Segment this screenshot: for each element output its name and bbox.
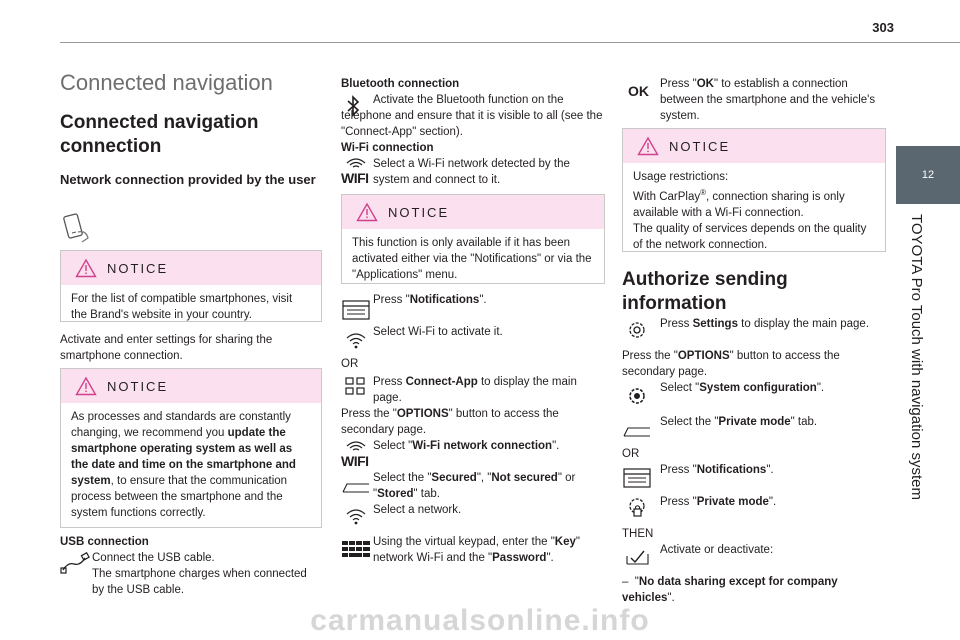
- chapter-tab[interactable]: 12: [896, 146, 960, 204]
- heading-connected-navigation-connection: Connected navigation connection: [60, 112, 259, 157]
- text-part: ".: [546, 552, 554, 564]
- step-text: Activate or deactivate:: [660, 544, 774, 556]
- heading-bluetooth-connection: Bluetooth connection: [341, 78, 460, 90]
- text-part: " or ": [373, 472, 576, 500]
- text-bold: OK: [696, 78, 714, 90]
- text-bold: No data sharing except for company vehicles: [622, 576, 838, 604]
- step-private-mode-tab: [622, 414, 886, 430]
- step-select-network: [341, 502, 605, 518]
- then-label: THEN: [622, 528, 654, 540]
- notice-text-part: As processes and standards are constantly changing, we recommend you: [71, 411, 291, 439]
- text-part: " tab.: [413, 488, 440, 500]
- step-system-configuration: [622, 380, 886, 396]
- step-press-private-mode: [622, 494, 886, 510]
- text-bold: System configuration: [699, 382, 817, 394]
- text-part: , connection sharing is only available with a Wi-Fi connection.: [633, 190, 845, 219]
- heading-network-connection: Network connection provided by the user: [60, 172, 316, 187]
- section-title: Connected navigation: [60, 70, 273, 95]
- text-bold: Notifications: [696, 464, 767, 476]
- step-connect-app: [341, 374, 605, 406]
- step-select-tab: [341, 470, 605, 502]
- text-part: Press ": [660, 464, 697, 476]
- notice-title: NOTICE: [669, 138, 731, 154]
- text-part: Press: [373, 376, 406, 388]
- text-part: ".: [667, 592, 675, 604]
- text-part: " button to access the secondary page.: [622, 350, 840, 378]
- text-part: ".: [766, 464, 774, 476]
- step-press-settings: [622, 316, 886, 332]
- notice-title: NOTICE: [107, 378, 169, 394]
- notice-title: NOTICE: [107, 260, 169, 276]
- text-part: Select ": [660, 382, 700, 394]
- wifi-label-icon: WIFI: [341, 453, 369, 469]
- page-number: 303: [872, 20, 894, 35]
- warning-icon: [356, 202, 378, 222]
- text-bold: Settings: [692, 318, 738, 330]
- notice-text-part: , to ensure that the communication process between the smartphone and the system functions correctly.: [71, 475, 288, 519]
- text-bold: Wi-Fi network connection: [412, 440, 553, 452]
- text-bold: Connect-App: [405, 376, 478, 388]
- text-bold: Not secured: [491, 472, 558, 484]
- text-part: Press ": [660, 78, 697, 90]
- text-bold: Password: [492, 552, 547, 564]
- text-part: ".: [816, 382, 825, 394]
- step-virtual-keypad: [341, 534, 605, 566]
- footer-watermark: carmanualsonline.info: [310, 604, 650, 637]
- step-press-ok: [622, 76, 886, 124]
- warning-icon: [637, 136, 659, 156]
- notice-box-update-os: [60, 368, 322, 528]
- step-text: Select a network.: [373, 504, 462, 516]
- step-options: [341, 406, 605, 438]
- warning-icon: [75, 376, 97, 396]
- or-label: OR: [622, 448, 640, 460]
- notice-box-compatible-smartphones: [60, 250, 322, 322]
- text-part: to display the main page.: [737, 318, 870, 330]
- heading-authorize-sending-information: Authorize sending information: [622, 269, 788, 314]
- notice-header: [61, 251, 321, 285]
- text-part: " button to access the secondary page.: [341, 408, 559, 436]
- text-part: ", ": [476, 472, 492, 484]
- step-select-wifi: [341, 324, 605, 340]
- text-bold: Secured: [431, 472, 477, 484]
- text-part: With CarPlay: [633, 190, 701, 203]
- heading-wifi-connection: Wi-Fi connection: [341, 142, 434, 154]
- text-bold: OPTIONS: [396, 408, 449, 420]
- notice-text-bold: update the smartphone operating system as well as the date and time on the smartphone and system: [71, 427, 296, 487]
- smartphone-hand-icon: [60, 212, 94, 244]
- text-part: Press the ": [622, 350, 678, 362]
- text-part: to display the main page.: [373, 376, 577, 404]
- or-label: OR: [341, 358, 359, 370]
- text-part: " network Wi-Fi and the ": [373, 536, 580, 564]
- step-press-notifications: [341, 292, 605, 308]
- text-part: Select the ": [373, 472, 432, 484]
- step-wifi-network-connection: [341, 438, 605, 454]
- notice-text: [61, 403, 321, 527]
- notice-header: [623, 129, 885, 163]
- text-part: Select the ": [660, 416, 719, 428]
- usb-line-connect: Connect the USB cable.: [92, 552, 215, 564]
- text-bold: Notifications: [409, 294, 480, 306]
- dash: –: [622, 576, 629, 588]
- notice-line: [633, 185, 875, 221]
- text-part: Press ": [660, 496, 697, 508]
- text-bold: Private mode: [696, 496, 769, 508]
- text-part: Using the virtual keypad, enter the ": [373, 536, 555, 548]
- side-title: TOYOTA Pro Touch with navigation system: [908, 214, 925, 500]
- heading-usb-connection: USB connection: [60, 536, 149, 548]
- notice-title: NOTICE: [388, 204, 450, 220]
- text-bold: OPTIONS: [677, 350, 730, 362]
- text-part: ".: [552, 440, 560, 452]
- warning-icon: [75, 258, 97, 278]
- text-part: ".: [479, 294, 487, 306]
- notice-header: [61, 369, 321, 403]
- text-part: ": [634, 576, 639, 588]
- text-part: " tab.: [790, 416, 818, 428]
- notice-text: [623, 163, 885, 259]
- text-bold: Key: [554, 536, 576, 548]
- text-part: Select ": [373, 440, 413, 452]
- text-part: " to establish a connection between the smartphone and the vehicle's system.: [660, 78, 876, 122]
- step-options: [622, 348, 886, 380]
- notice-box-function-availability: [341, 194, 605, 284]
- notice-header: [342, 195, 604, 229]
- notice-line: The quality of services depends on the quality of the network connection.: [633, 222, 867, 251]
- wifi-text: Select a Wi-Fi network detected by the system and connect to it.: [373, 158, 570, 186]
- notice-text: This function is only available if it has been activated either via the "Notifications" or via the "Applications" menu.: [352, 237, 592, 281]
- text-part: Press ": [373, 294, 410, 306]
- notice-box-usage-restrictions: [622, 128, 886, 252]
- text-part: ".: [768, 496, 777, 508]
- ok-label-icon: OK: [628, 83, 649, 99]
- notice-text: For the list of compatible smartphones, visit the Brand's website in your country.: [71, 293, 293, 321]
- step-press-notifications: [622, 462, 886, 478]
- header-rule: [60, 42, 960, 43]
- registered-mark: ®: [700, 188, 707, 197]
- notice-line: Usage restrictions:: [633, 171, 729, 183]
- option-no-data-sharing: [622, 574, 886, 606]
- wifi-label-icon: WIFI: [341, 170, 369, 186]
- bluetooth-text: Activate the Bluetooth function on the telephone and ensure that it is visible to all (see the "Connect-App" section).: [341, 94, 603, 138]
- step-activate-deactivate: [622, 542, 886, 558]
- text-part: Press the ": [341, 408, 397, 420]
- text-bold: Private mode: [718, 416, 791, 428]
- text-bold: Stored: [377, 488, 414, 500]
- usb-line-charges: The smartphone charges when connected by the USB cable.: [92, 568, 307, 596]
- text-part: Press: [660, 318, 693, 330]
- step-text: Select Wi-Fi to activate it.: [373, 326, 503, 338]
- paragraph-activate-settings: Activate and enter settings for sharing the smartphone connection.: [60, 334, 273, 362]
